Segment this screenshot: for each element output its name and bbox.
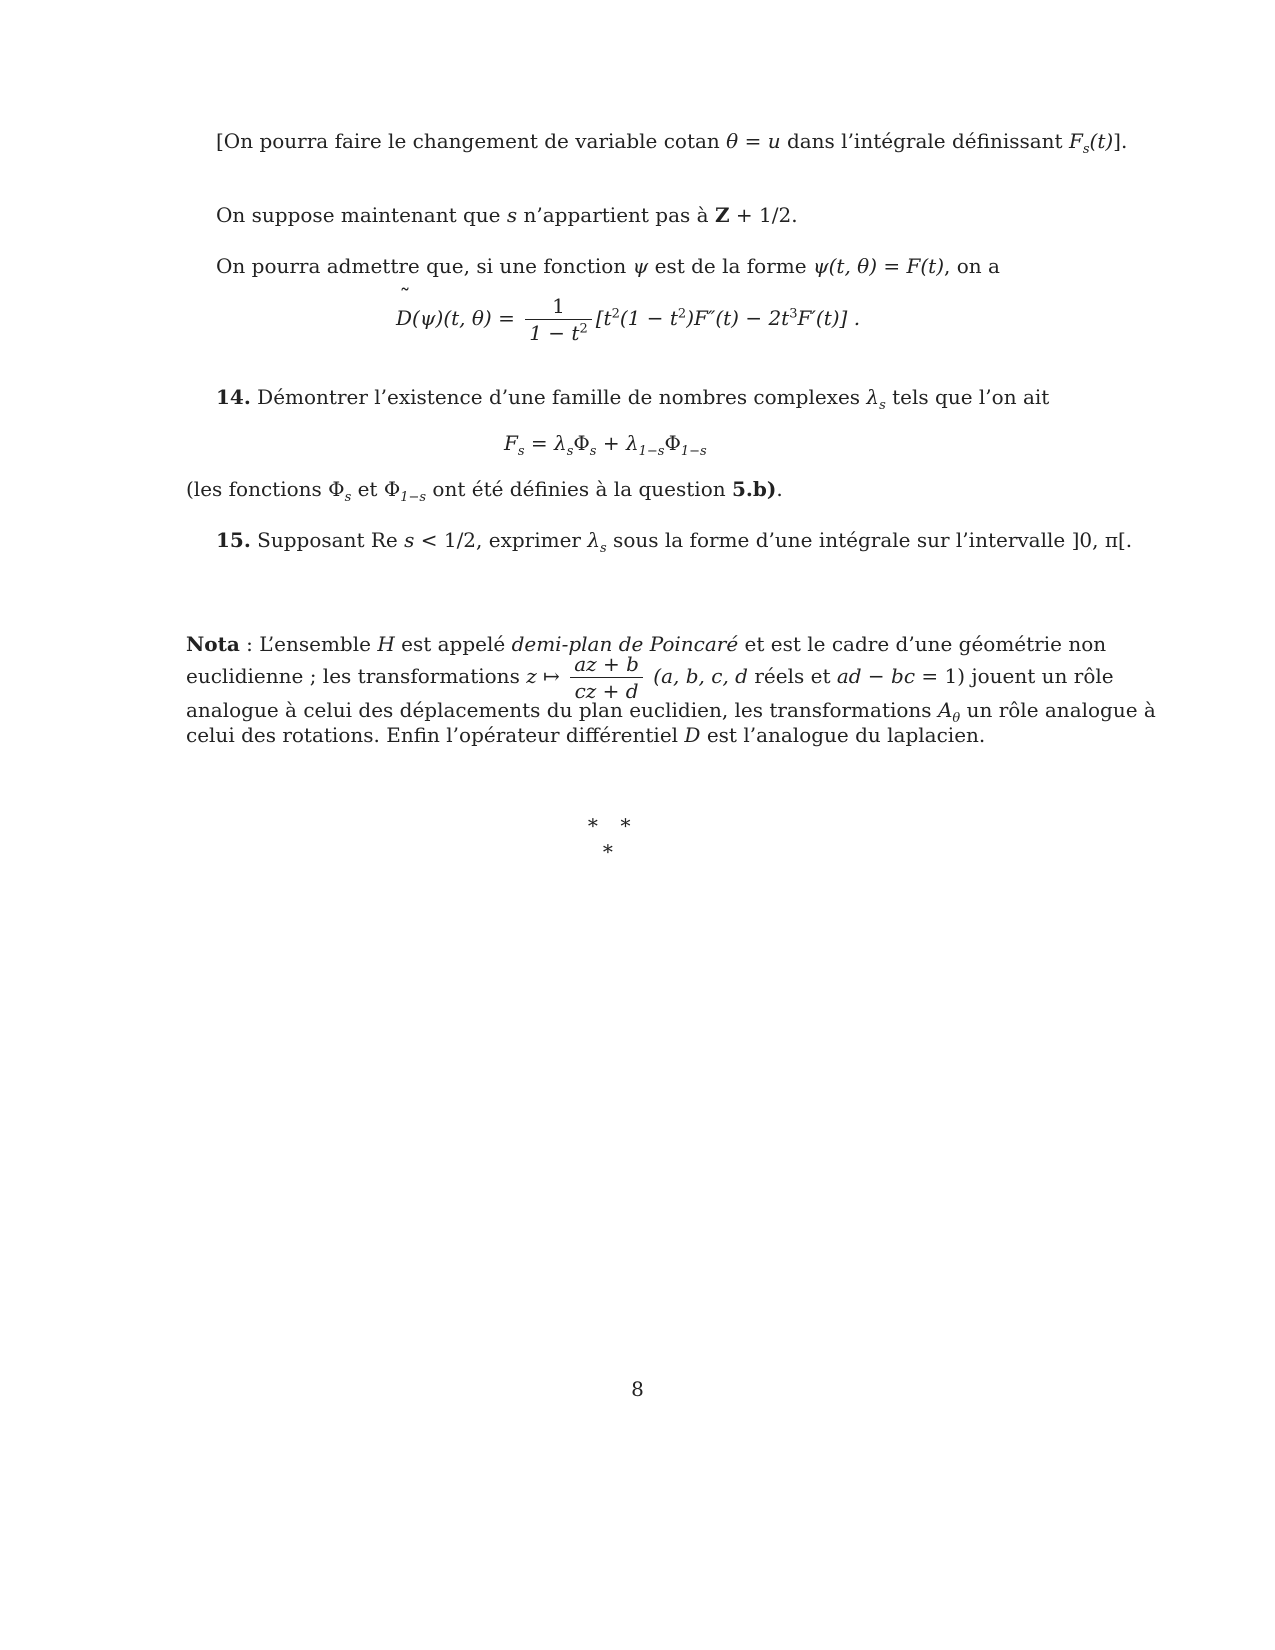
formula-rhs-d: F′(t)] . (797, 306, 861, 330)
formula-fraction (525, 294, 592, 345)
formula-rhs-c: )F″(t) − 2t (686, 306, 790, 330)
question-15 (216, 527, 1133, 556)
fraction-numerator: 1 (552, 294, 565, 318)
math-s: s (506, 203, 518, 227)
den-exp: 2 (579, 321, 588, 337)
hint-text: [On pourra faire le changement de variable cotan (216, 129, 720, 153)
eq-lambda: = λ (524, 431, 567, 455)
admit-mid: est de la forme (648, 254, 813, 278)
nota-l2b: (a, b, c, d (646, 664, 748, 688)
assumption-line (216, 202, 798, 228)
assumption-post: + 1/2. (729, 203, 798, 227)
eq-phi-sub: s (589, 444, 597, 459)
nota-label: Nota (186, 632, 240, 656)
note-mid: et Φ (351, 477, 401, 501)
equation-14 (504, 430, 707, 459)
q15-cond: < 1/2, exprimer (414, 528, 588, 552)
eq-phi2: Φ (664, 431, 681, 455)
formula-lhs: (ψ)(t, θ) = (412, 306, 515, 330)
math-t: (t) (1089, 129, 1114, 153)
math-sub: s (600, 541, 607, 556)
nota-l4b: est l’analogue du laplacien. (700, 723, 986, 747)
exp-b: 2 (677, 306, 687, 322)
math-lambda: λ (866, 385, 880, 409)
page-number: 8 (631, 1377, 644, 1401)
eq-F-sub: s (517, 444, 525, 459)
display-formula (396, 294, 860, 345)
nota-l3: analogue à celui des déplacements du plan euclidien, les transformations (186, 698, 938, 722)
math-eq: = (738, 129, 768, 153)
nota-l2d: = 1) jouent un rôle (915, 664, 1114, 688)
math-H: H (377, 632, 395, 656)
nota-l4a: celui des rotations. Enfin l’opérateur différentiel (186, 723, 685, 747)
nota-l2c: réels et (748, 664, 837, 688)
math-u: u (767, 129, 781, 153)
note-pre: (les fonctions Φ (186, 477, 345, 501)
eq-lambda-sub: s (566, 444, 574, 459)
question-text: Démontrer l’existence d’une famille de nombres complexes (250, 385, 867, 409)
admit-line (216, 253, 1000, 279)
math-s: s (404, 528, 415, 552)
nota-l1c: et est le cadre d’une géométrie non (738, 632, 1107, 656)
nota-emphasis: demi-plan de Poincaré (511, 632, 739, 656)
formula-rhs-b: (1 − t (619, 306, 678, 330)
math-zmap: z ↦ (526, 664, 560, 688)
question-reference: 5.b) (731, 477, 777, 501)
math-sub: s (879, 398, 886, 413)
math-sub-s: s (1082, 142, 1090, 157)
end-stars-top: ∗ ∗ (586, 810, 633, 834)
assumption-text: On suppose maintenant que (216, 203, 507, 227)
math-theta: θ (726, 129, 739, 153)
note-sub-1s: 1−s (400, 490, 427, 505)
exp-c: 3 (789, 306, 798, 322)
end-stars-bottom: ∗ (601, 836, 615, 860)
admit-post: , on a (944, 254, 1000, 278)
q15-post: sous la forme d’une intégrale sur l’intervalle ]0, π[. (606, 528, 1133, 552)
mobius-denominator: cz + d (570, 677, 643, 703)
question-text-post: tels que l’on ait (885, 385, 1050, 409)
nota-line-2 (186, 652, 1114, 703)
question-number: 14. (216, 385, 251, 409)
hint-line (216, 128, 1128, 157)
assumption-mid: n’appartient pas à (517, 203, 715, 227)
math-form: ψ(t, θ) = F(t) (812, 254, 945, 278)
hint-text-rest: dans l’intégrale définissant (780, 129, 1069, 153)
eq-phi: Φ (573, 431, 590, 455)
formula-rhs-a: [t (595, 306, 612, 330)
nota-l3b: un rôle analogue à (960, 698, 1156, 722)
exp-a: 2 (611, 306, 620, 322)
eq-F: F (504, 431, 518, 455)
math-adbc: ad − bc (836, 664, 916, 688)
fraction-denominator (525, 319, 592, 345)
nota-line-4 (186, 722, 985, 748)
mobius-fraction (570, 652, 643, 703)
math-D-tilde: ˜ D (396, 306, 412, 330)
mobius-numerator: az + b (574, 652, 639, 676)
note-sub-s: s (344, 490, 352, 505)
nota-l1a: : L’ensemble (239, 632, 378, 656)
question-number: 15. (216, 528, 251, 552)
note-end: . (776, 477, 783, 501)
math-A-sub: θ (952, 711, 961, 726)
den-text: 1 − t (529, 321, 580, 345)
eq-lambda-sub2: 1−s (638, 444, 665, 459)
admit-text: On pourra admettre que, si une fonction (216, 254, 633, 278)
eq-phi2-sub: 1−s (680, 444, 707, 459)
math-F: F (1068, 129, 1083, 153)
math-D: D (684, 723, 701, 747)
nota-line-3 (186, 697, 1156, 726)
question-14 (216, 384, 1050, 413)
q15-pre: Supposant Re (250, 528, 405, 552)
hint-close: ]. (1113, 129, 1128, 153)
math-Z: Z (714, 203, 730, 227)
math-A: A (937, 698, 953, 722)
nota-l1b: est appelé (394, 632, 512, 656)
note-post: ont été définies à la question (426, 477, 732, 501)
eq-plus-lambda: + λ (596, 431, 639, 455)
q14-note (186, 476, 783, 505)
nota-l2a: euclidienne ; les transformations (186, 664, 527, 688)
math-psi: ψ (632, 254, 649, 278)
math-lambda: λ (587, 528, 601, 552)
